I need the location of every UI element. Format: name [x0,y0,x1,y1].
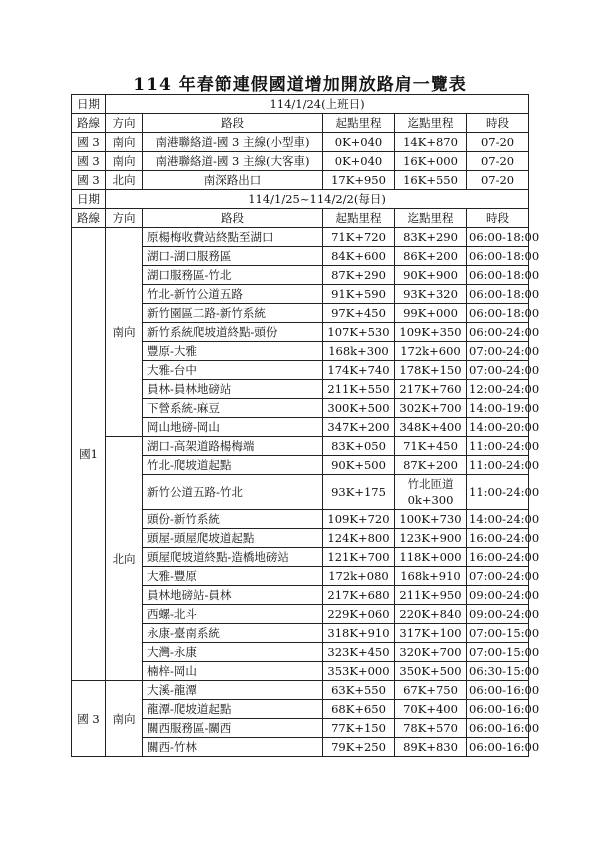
hours-cell: 14:00-20:00 [467,418,529,437]
end-cell: 172k+600 [395,342,467,361]
end-cell: 350K+500 [395,662,467,681]
end-cell: 100K+730 [395,510,467,529]
header-start: 起點里程 [323,114,395,133]
hours-cell: 14:00-19:00 [467,399,529,418]
section-cell: 員林-員林地磅站 [143,380,323,399]
hours-cell: 16:00-24:00 [467,548,529,567]
hours-cell: 11:00-24:00 [467,456,529,475]
section-cell: 大灣-永康 [143,643,323,662]
section-cell: 下營系統-麻豆 [143,399,323,418]
hours-cell: 06:00-18:00 [467,266,529,285]
route-cell: 國 3 [72,681,106,757]
end-cell: 67K+750 [395,681,467,700]
section-cell: 員林地磅站-員林 [143,586,323,605]
section-cell: 永康-臺南系統 [143,624,323,643]
end-cell: 78K+570 [395,719,467,738]
end-cell: 70K+400 [395,700,467,719]
section-cell: 南港聯絡道-國 3 主線(小型車) [143,133,323,152]
direction-cell: 南向 [106,681,143,757]
section-cell: 新竹園區二路-新竹系統 [143,304,323,323]
table-row [72,681,529,700]
table-row [72,209,529,228]
section-cell: 西螺-北斗 [143,605,323,624]
table-row [72,95,529,114]
hours-cell: 06:00-16:00 [467,700,529,719]
hours-cell: 09:00-24:00 [467,586,529,605]
end-cell: 118K+000 [395,548,467,567]
hours-cell: 06:00-16:00 [467,738,529,757]
hours-cell: 06:00-18:00 [467,228,529,247]
start-cell: 172k+080 [323,567,395,586]
header-start: 起點里程 [323,209,395,228]
date-value: 114/1/24(上班日) [106,95,529,114]
hours-cell: 07:00-24:00 [467,361,529,380]
table-row [72,133,529,152]
hours-cell: 07:00-15:00 [467,624,529,643]
start-cell: 68K+650 [323,700,395,719]
route-cell: 國 3 [72,152,106,171]
end-cell: 71K+450 [395,437,467,456]
direction-cell: 北向 [106,171,143,190]
table-row [72,171,529,190]
end-cell-line: 0k+300 [407,493,454,507]
section-cell: 龍潭-爬坡道起點 [143,700,323,719]
header-end: 迄點里程 [395,209,467,228]
hours-cell: 07:00-15:00 [467,643,529,662]
header-route: 路線 [72,209,106,228]
start-cell: 211K+550 [323,380,395,399]
section-cell: 頭屋爬坡道終點-造橋地磅站 [143,548,323,567]
table-row [72,190,529,209]
direction-cell: 南向 [106,152,143,171]
section-cell: 南港聯絡道-國 3 主線(大客車) [143,152,323,171]
section-cell: 關西服務區-關西 [143,719,323,738]
start-cell: 229K+060 [323,605,395,624]
end-cell: 348K+400 [395,418,467,437]
shoulder-table [71,94,540,757]
hours-cell: 07-20 [467,171,529,190]
section-cell: 楠梓-岡山 [143,662,323,681]
start-cell: 109K+720 [323,510,395,529]
start-cell: 71K+720 [323,228,395,247]
header-route: 路線 [72,114,106,133]
end-cell-line: 竹北匝道 [407,477,454,491]
header-hours: 時段 [467,209,529,228]
header-section: 路段 [143,209,323,228]
section-cell: 大雅-豐原 [143,567,323,586]
hours-cell: 06:00-16:00 [467,681,529,700]
start-cell: 91K+590 [323,285,395,304]
section-cell: 竹北-新竹公道五路 [143,285,323,304]
start-cell: 87K+290 [323,266,395,285]
hours-cell: 09:00-24:00 [467,605,529,624]
section-cell: 原楊梅收費站終點至湖口 [143,228,323,247]
table-row [72,228,529,247]
date-label: 日期 [72,190,106,209]
hours-cell: 07:00-24:00 [467,567,529,586]
end-cell: 220K+840 [395,605,467,624]
end-cell: 87K+200 [395,456,467,475]
end-cell: 211K+950 [395,586,467,605]
date-value: 114/1/25~114/2/2(每日) [106,190,529,209]
section-cell: 豐原-大雅 [143,342,323,361]
section-cell: 岡山地磅-岡山 [143,418,323,437]
end-cell: 302K+700 [395,399,467,418]
end-cell: 317K+100 [395,624,467,643]
hours-cell: 11:00-24:00 [467,475,529,510]
end-cell: 86K+200 [395,247,467,266]
start-cell: 0K+040 [323,152,395,171]
route-cell: 國1 [72,228,106,681]
end-cell: 99K+000 [395,304,467,323]
start-cell: 93K+175 [323,475,395,510]
start-cell: 217K+680 [323,586,395,605]
hours-cell: 06:00-18:00 [467,247,529,266]
end-cell [395,475,467,510]
table-row [72,437,529,456]
start-cell: 83K+050 [323,437,395,456]
end-cell: 89K+830 [395,738,467,757]
section-cell: 頭份-新竹系統 [143,510,323,529]
section-cell: 竹北-爬坡道起點 [143,456,323,475]
start-cell: 121K+700 [323,548,395,567]
header-direction: 方向 [106,209,143,228]
start-cell: 84K+600 [323,247,395,266]
end-cell: 217K+760 [395,380,467,399]
header-section: 路段 [143,114,323,133]
section-cell: 大雅-台中 [143,361,323,380]
end-cell: 93K+320 [395,285,467,304]
header-direction: 方向 [106,114,143,133]
start-cell: 300K+500 [323,399,395,418]
start-cell: 323K+450 [323,643,395,662]
route-cell: 國 3 [72,133,106,152]
hours-cell: 06:00-18:00 [467,304,529,323]
hours-cell: 06:00-18:00 [467,285,529,304]
hours-cell: 06:30-15:00 [467,662,529,681]
date-label: 日期 [72,95,106,114]
header-end: 迄點里程 [395,114,467,133]
hours-cell: 12:00-24:00 [467,380,529,399]
start-cell: 77K+150 [323,719,395,738]
section-cell: 湖口服務區-竹北 [143,266,323,285]
section-cell: 關西-竹林 [143,738,323,757]
start-cell: 90K+500 [323,456,395,475]
direction-cell: 南向 [106,133,143,152]
start-cell: 79K+250 [323,738,395,757]
end-cell: 16K+550 [395,171,467,190]
section-cell: 湖口-湖口服務區 [143,247,323,266]
section-cell: 頭屋-頭屋爬坡道起點 [143,529,323,548]
header-hours: 時段 [467,114,529,133]
page-title: 114 年春節連假國道增加開放路肩一覽表 [133,75,467,95]
direction-cell: 南向 [106,228,143,437]
end-cell: 16K+000 [395,152,467,171]
start-cell: 63K+550 [323,681,395,700]
start-cell: 107K+530 [323,323,395,342]
start-cell: 347K+200 [323,418,395,437]
hours-cell: 14:00-24:00 [467,510,529,529]
end-cell: 123K+900 [395,529,467,548]
hours-cell: 06:00-16:00 [467,719,529,738]
route-cell: 國 3 [72,171,106,190]
start-cell: 168k+300 [323,342,395,361]
end-cell: 109K+350 [395,323,467,342]
hours-cell: 07-20 [467,152,529,171]
end-cell: 178K+150 [395,361,467,380]
hours-cell: 16:00-24:00 [467,529,529,548]
start-cell: 0K+040 [323,133,395,152]
section-cell: 新竹系統爬坡道終點-頭份 [143,323,323,342]
end-cell: 83K+290 [395,228,467,247]
section-cell: 大溪-龍潭 [143,681,323,700]
direction-cell: 北向 [106,437,143,681]
hours-cell: 07-20 [467,133,529,152]
section-cell: 湖口-高架道路楊梅端 [143,437,323,456]
start-cell: 318K+910 [323,624,395,643]
start-cell: 124K+800 [323,529,395,548]
end-cell: 14K+870 [395,133,467,152]
start-cell: 17K+950 [323,171,395,190]
start-cell: 353K+000 [323,662,395,681]
end-cell: 168k+910 [395,567,467,586]
table-row [72,114,529,133]
section-cell: 新竹公道五路-竹北 [143,475,323,510]
section-cell: 南深路出口 [143,171,323,190]
hours-cell: 11:00-24:00 [467,437,529,456]
end-cell: 90K+900 [395,266,467,285]
hours-cell: 07:00-24:00 [467,342,529,361]
start-cell: 174K+740 [323,361,395,380]
start-cell: 97K+450 [323,304,395,323]
table-row [72,152,529,171]
end-cell: 320K+700 [395,643,467,662]
hours-cell: 06:00-24:00 [467,323,529,342]
